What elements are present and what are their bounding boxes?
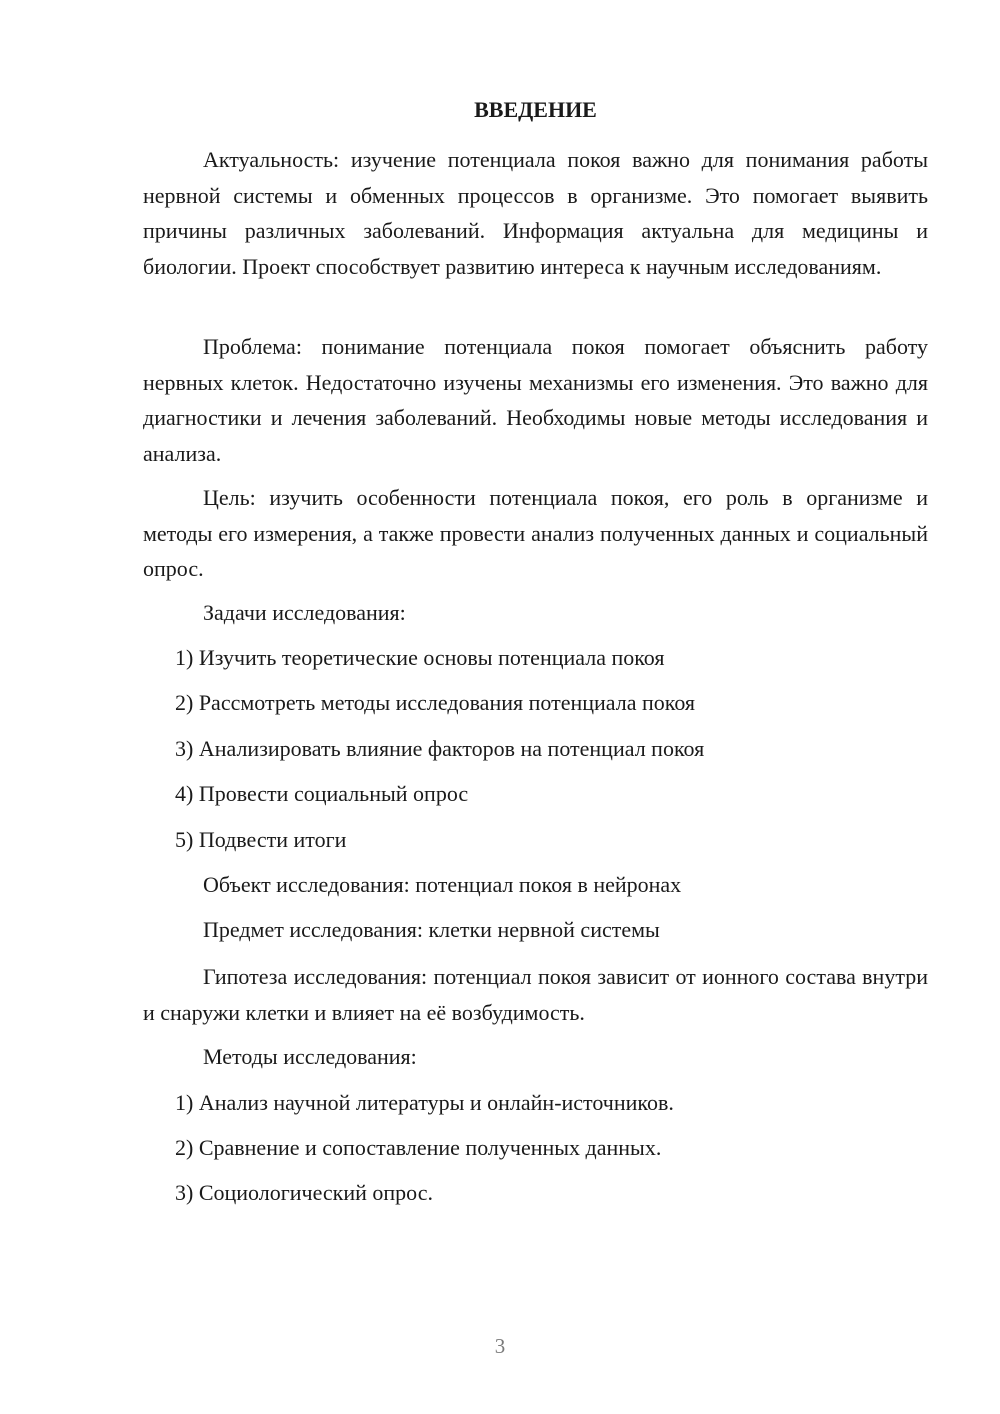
- page-number: 3: [494, 1334, 506, 1358]
- list-item: 1) Анализ научной литературы и онлайн-источников.: [175, 1090, 674, 1115]
- tasks-heading: Задачи исследования:: [203, 600, 406, 625]
- list-item: 1) Изучить теоретические основы потенциала покоя: [175, 645, 665, 670]
- research-subject: Предмет исследования: клетки нервной системы: [203, 917, 660, 942]
- list-item: 5) Подвести итоги: [175, 827, 347, 852]
- hypothesis-paragraph: Гипотеза исследования: потенциал покоя зависит от ионного состава внутри и снаружи клетки и влияет на её возбудимость.: [143, 964, 928, 1025]
- problem-paragraph: Проблема: понимание потенциала покоя помогает объяснить работу нервных клеток. Недостаточно изучены механизмы его изменения. Это важно для диагностики и лечения заболеваний. Необходимы новые методы исследования и анализа.: [143, 334, 928, 466]
- list-item: 3) Социологический опрос.: [175, 1180, 433, 1205]
- methods-heading: Методы исследования:: [203, 1044, 417, 1069]
- list-item: 2) Рассмотреть методы исследования потенциала покоя: [175, 690, 696, 715]
- list-item: 2) Сравнение и сопоставление полученных данных.: [175, 1135, 662, 1160]
- research-object: Объект исследования: потенциал покоя в нейронах: [203, 872, 682, 897]
- goal-paragraph: Цель: изучить особенности потенциала покоя, его роль в организме и методы его измерения, а также провести анализ полученных данных и социальный опрос.: [143, 485, 928, 581]
- list-item: 4) Провести социальный опрос: [175, 781, 469, 806]
- page-title: ВВЕДЕНИЕ: [474, 97, 597, 122]
- list-item: 3) Анализировать влияние факторов на потенциал покоя: [175, 736, 705, 761]
- relevance-paragraph: Актуальность: изучение потенциала покоя важно для понимания работы нервной системы и обменных процессов в организме. Это помогает выявить причины различных заболеваний. Информация актуальна для медицины и биологии. Проект способствует развитию интереса к научным исследованиям.: [143, 147, 928, 279]
- document-page: [143, 0, 928, 1414]
